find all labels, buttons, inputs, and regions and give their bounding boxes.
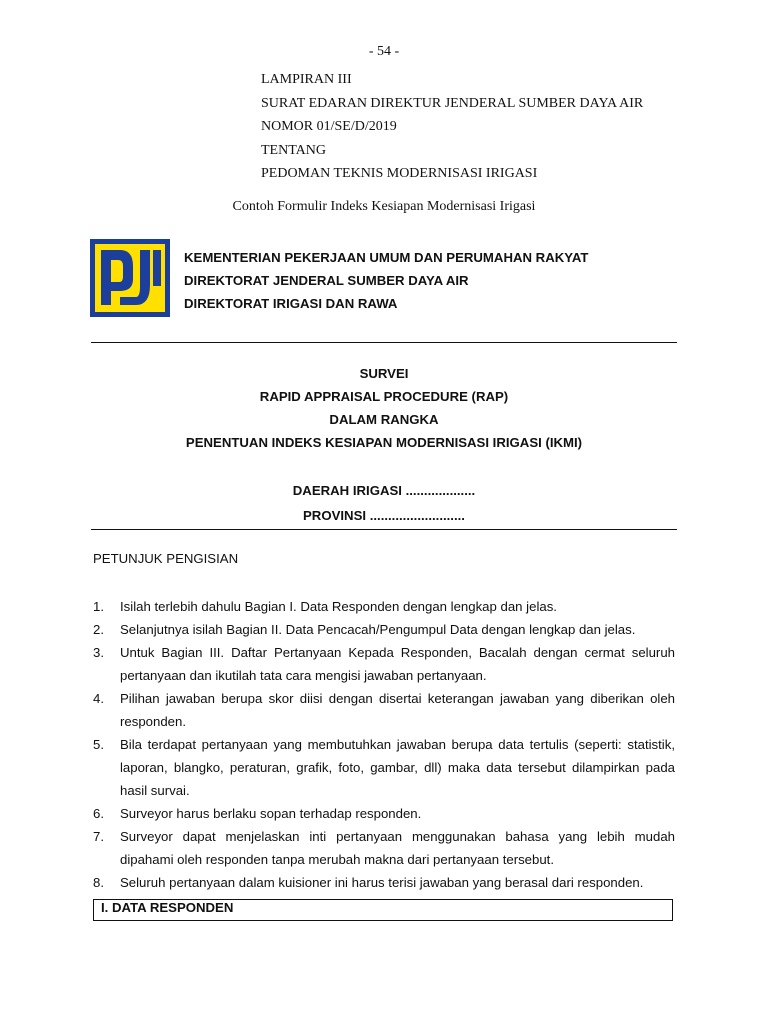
form-caption: Contoh Formulir Indeks Kesiapan Modernisasi Irigasi: [232, 199, 536, 214]
ministry-heading: [184, 246, 588, 315]
list-item: [93, 802, 675, 825]
instructions-heading: PETUNJUK PENGISIAN: [93, 551, 239, 566]
item-number: 6.: [93, 806, 104, 821]
survey-line: SURVEI: [359, 366, 409, 381]
appendix-line: TENTANG: [261, 142, 326, 158]
item-number: 8.: [93, 875, 104, 890]
item-number: 2.: [93, 622, 104, 637]
item-text: Surveyor harus berlaku sopan terhadap responden.: [120, 806, 422, 821]
survey-title: [91, 362, 677, 454]
item-text: Isilah terlebih dahulu Bagian I. Data Responden dengan lengkap dan jelas.: [120, 599, 557, 614]
item-number: 1.: [93, 599, 104, 614]
list-item: [93, 825, 675, 871]
ministry-line: DIREKTORAT JENDERAL SUMBER DAYA AIR: [184, 273, 469, 288]
provinsi-field: PROVINSI ..........................: [303, 508, 465, 523]
appendix-header: [261, 68, 643, 186]
survey-line: RAPID APPRAISAL PROCEDURE (RAP): [259, 389, 509, 404]
item-number: 3.: [93, 645, 104, 660]
section-title: I. DATA RESPONDEN: [101, 900, 234, 915]
item-number: 4.: [93, 691, 104, 706]
item-number: 7.: [93, 829, 104, 844]
appendix-line: PEDOMAN TEKNIS MODERNISASI IRIGASI: [261, 166, 538, 182]
item-text: Untuk Bagian III. Daftar Pertanyaan Kepada Responden, Bacalah dengan cermat seluruh pertanyaan dan ikutilah tata cara mengisi jawaban pertanyaan.: [120, 645, 675, 683]
divider-line: [91, 342, 677, 343]
list-item: [93, 733, 675, 802]
list-item: [93, 871, 675, 894]
section-header-box: [93, 899, 673, 921]
item-number: 5.: [93, 737, 104, 752]
divider-line: [91, 529, 677, 530]
region-fields: [91, 478, 677, 528]
survey-line: PENENTUAN INDEKS KESIAPAN MODERNISASI IRIGASI (IKMI): [185, 435, 583, 450]
item-text: Bila terdapat pertanyaan yang membutuhkan jawaban berupa data tertulis (seperti: statistik, laporan, blangko, peraturan, grafik, foto, gambar, dll) maka data tersebut dilampirkan pada hasil survai.: [120, 737, 675, 798]
ministry-logo-icon: [90, 239, 170, 317]
survey-line: DALAM RANGKA: [329, 412, 439, 427]
ministry-line: DIREKTORAT IRIGASI DAN RAWA: [184, 296, 398, 311]
appendix-line: SURAT EDARAN DIREKTUR JENDERAL SUMBER DAYA AIR: [261, 95, 644, 111]
page-number: - 54 -: [368, 44, 400, 59]
list-item: [93, 687, 675, 733]
daerah-irigasi-field: DAERAH IRIGASI ...................: [292, 483, 476, 498]
item-text: Pilihan jawaban berupa skor diisi dengan disertai keterangan jawaban yang diberikan oleh responden.: [120, 691, 675, 729]
appendix-line: LAMPIRAN III: [261, 72, 352, 87]
item-text: Selanjutnya isilah Bagian II. Data Pencacah/Pengumpul Data dengan lengkap dan jelas.: [120, 622, 636, 637]
list-item: [93, 618, 675, 641]
item-text: Seluruh pertanyaan dalam kuisioner ini harus terisi jawaban yang berasal dari responden.: [120, 875, 644, 890]
instructions-list: [93, 595, 675, 894]
item-text: Surveyor dapat menjelaskan inti pertanyaan menggunakan bahasa yang lebih mudah dipahami oleh responden tanpa merubah makna dari pertanyaan tersebut.: [120, 829, 675, 867]
ministry-line: KEMENTERIAN PEKERJAAN UMUM DAN PERUMAHAN RAKYAT: [184, 250, 589, 265]
list-item: [93, 595, 675, 618]
appendix-line: NOMOR 01/SE/D/2019: [261, 119, 397, 135]
list-item: [93, 641, 675, 687]
